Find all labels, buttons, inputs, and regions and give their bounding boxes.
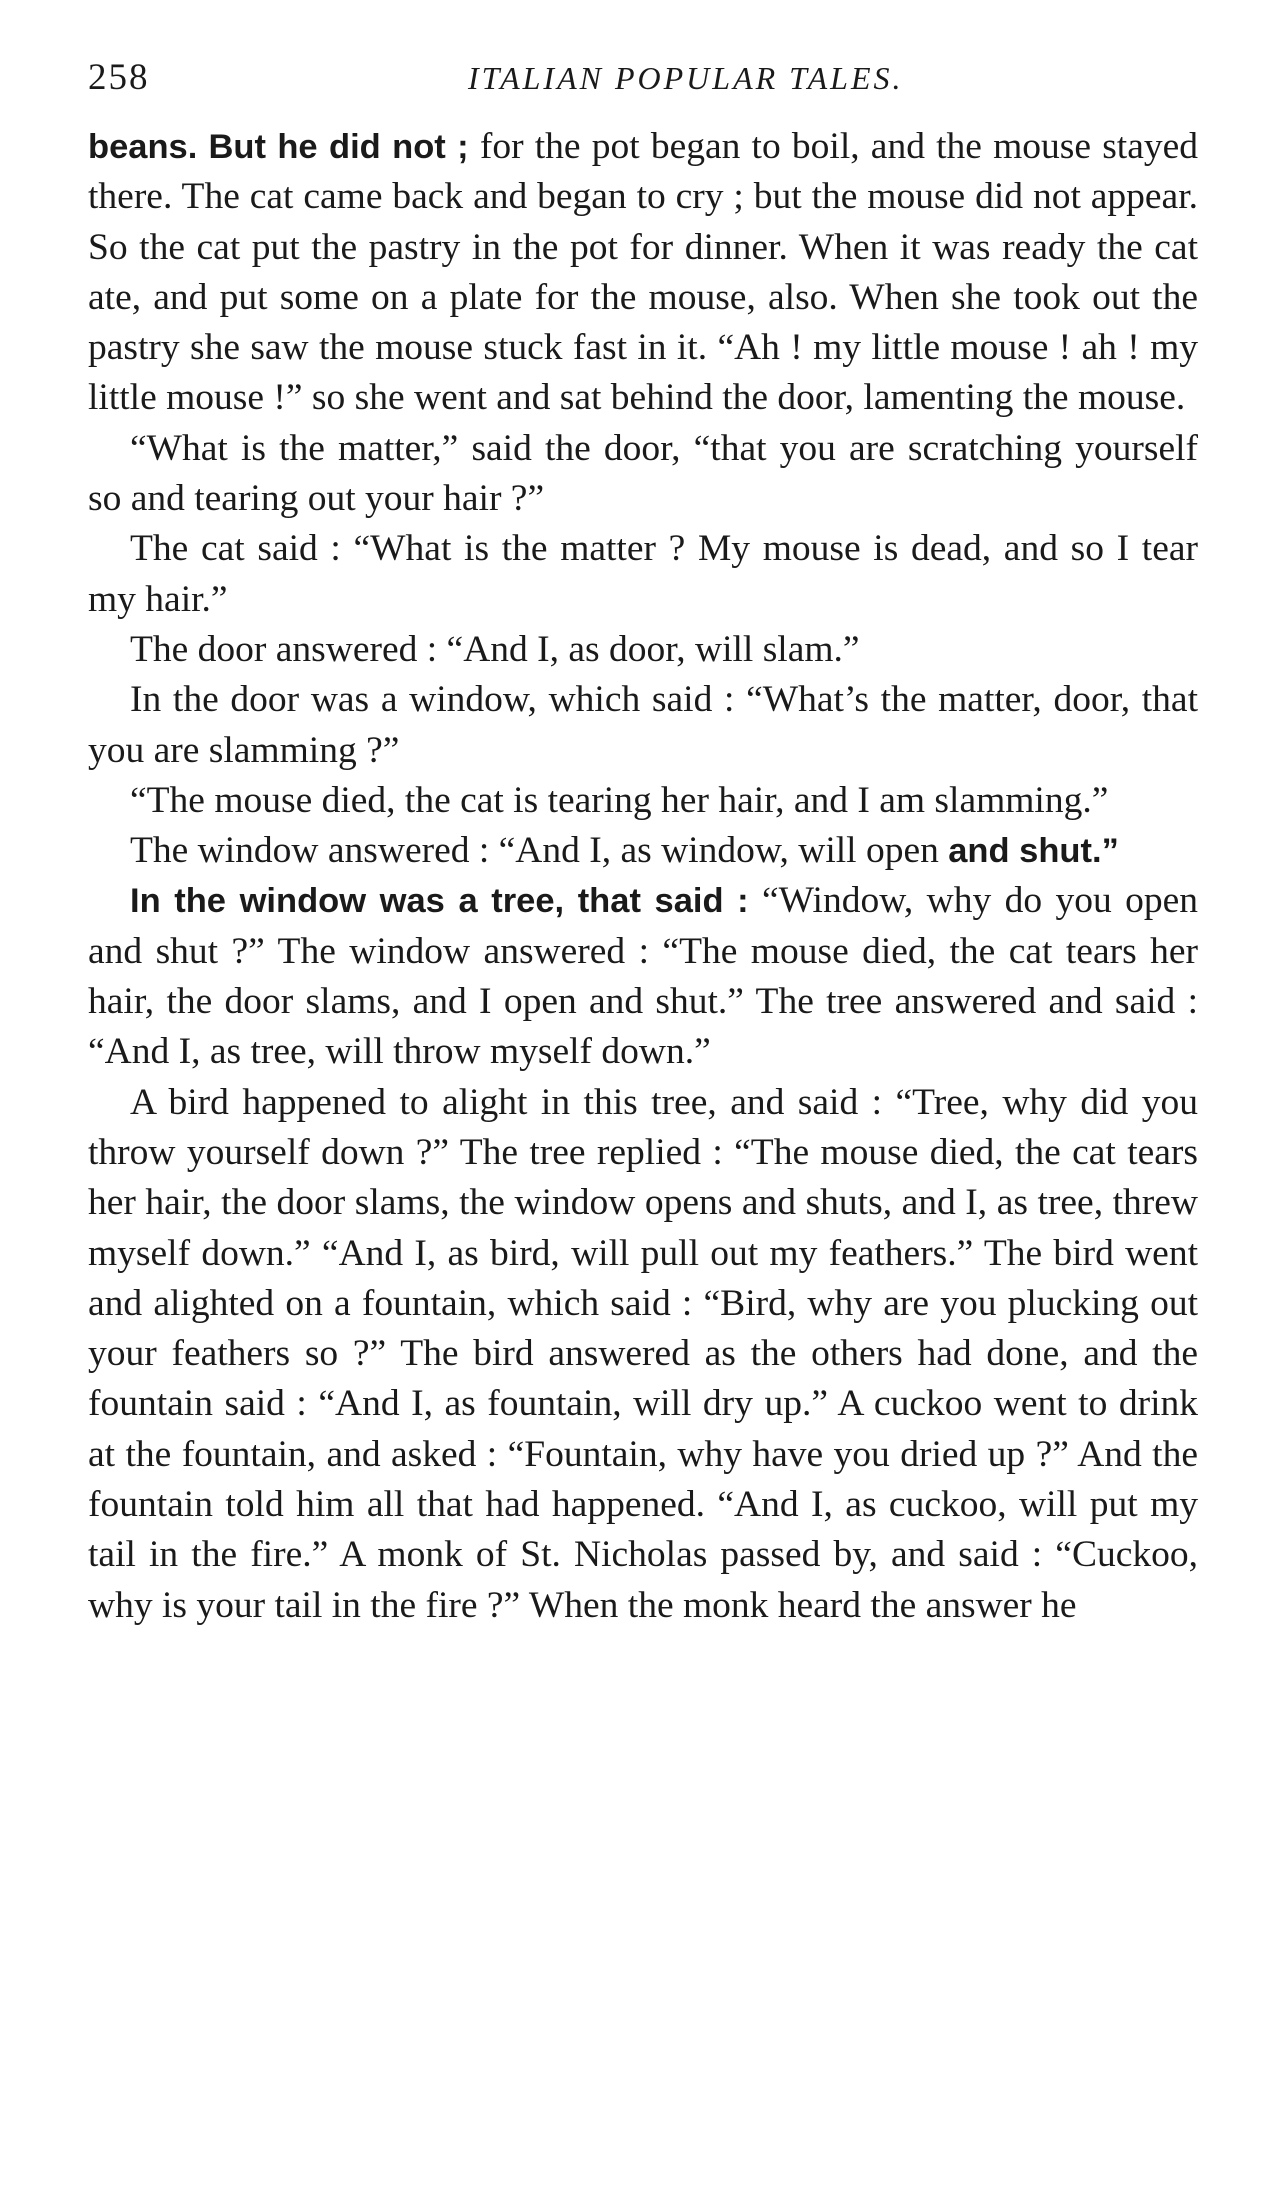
- paragraph-text: “The mouse died, the cat is tearing her hair, and I am slamming.”: [130, 779, 1109, 821]
- paragraph-6: [88, 776, 1198, 826]
- paragraph-2: [88, 424, 1198, 525]
- paragraph-9: [88, 1078, 1198, 1631]
- paragraph-text: “Window, why do you open and shut ?” The window answered : “The mouse died, the cat tears her hair, the door slams, and I open and shut.” The tree answered and said : “And I, as tree, will throw myself down.”: [88, 880, 1198, 1073]
- paragraph-3: [88, 524, 1198, 625]
- paragraph-5: [88, 675, 1198, 776]
- bold-phrase: and shut.”: [948, 832, 1119, 871]
- bold-phrase: In the window was a tree, that said :: [130, 882, 749, 921]
- paragraph-text: A bird happened to alight in this tree, and said : “Tree, why did you throw yourself down ?” The tree replied : “The mouse died, the cat tears her hair, the door slams, the window opens and shuts, and I, as tree, threw myself down.” “And I, as bird, will pull out my feathers.” The bird went and alighted on a fountain, which said : “Bird, why are you plucking out your feathers so ?” The bird answered as the others had done, and the fountain said : “And I, as fountain, will dry up.” A cuckoo went to drink at the fountain, and asked : “Fountain, why have you dried up ?” And the fountain told him all that had happened. “And I, as cuckoo, will put my tail in the fire.” A monk of St. Nicholas passed by, and said : “Cuckoo, why is your tail in the fire ?” When the monk heard the answer he: [88, 1081, 1198, 1626]
- paragraph-4: [88, 625, 1198, 675]
- page-header: [88, 56, 1198, 114]
- paragraph-text: for the pot began to boil, and the mouse stayed there. The cat came back and began to cry ; but the mouse did not appear. So the cat put the pastry in the pot for dinner. When it was ready the cat ate, and put some on a plate for the mouse, also. When she took out the pastry she saw the mouse stuck fast in it. “Ah ! my little mouse ! ah ! my little mouse !” so she went and sat behind the door, lamenting the mouse.: [88, 126, 1198, 419]
- paragraph-7: [88, 826, 1198, 876]
- paragraph-1: [88, 122, 1198, 424]
- paragraph-text: The door answered : “And I, as door, will slam.”: [130, 628, 860, 670]
- running-title: ITALIAN POPULAR TALES.: [468, 60, 904, 96]
- paragraph-text: The window answered : “And I, as window, will open: [130, 830, 939, 872]
- book-page: [88, 56, 1198, 1631]
- bold-phrase: But he did not ;: [208, 128, 469, 166]
- paragraph-8: [88, 876, 1198, 1077]
- bold-word: beans.: [88, 128, 198, 166]
- body-text: [88, 122, 1198, 1631]
- paragraph-text: In the door was a window, which said : “What’s the matter, door, that you are slamming ?”: [88, 679, 1198, 771]
- page-number: 258: [88, 57, 150, 98]
- paragraph-text: The cat said : “What is the matter ? My mouse is dead, and so I tear my hair.”: [88, 528, 1198, 620]
- paragraph-text: “What is the matter,” said the door, “that you are scratching yourself so and tearing out your hair ?”: [88, 427, 1198, 520]
